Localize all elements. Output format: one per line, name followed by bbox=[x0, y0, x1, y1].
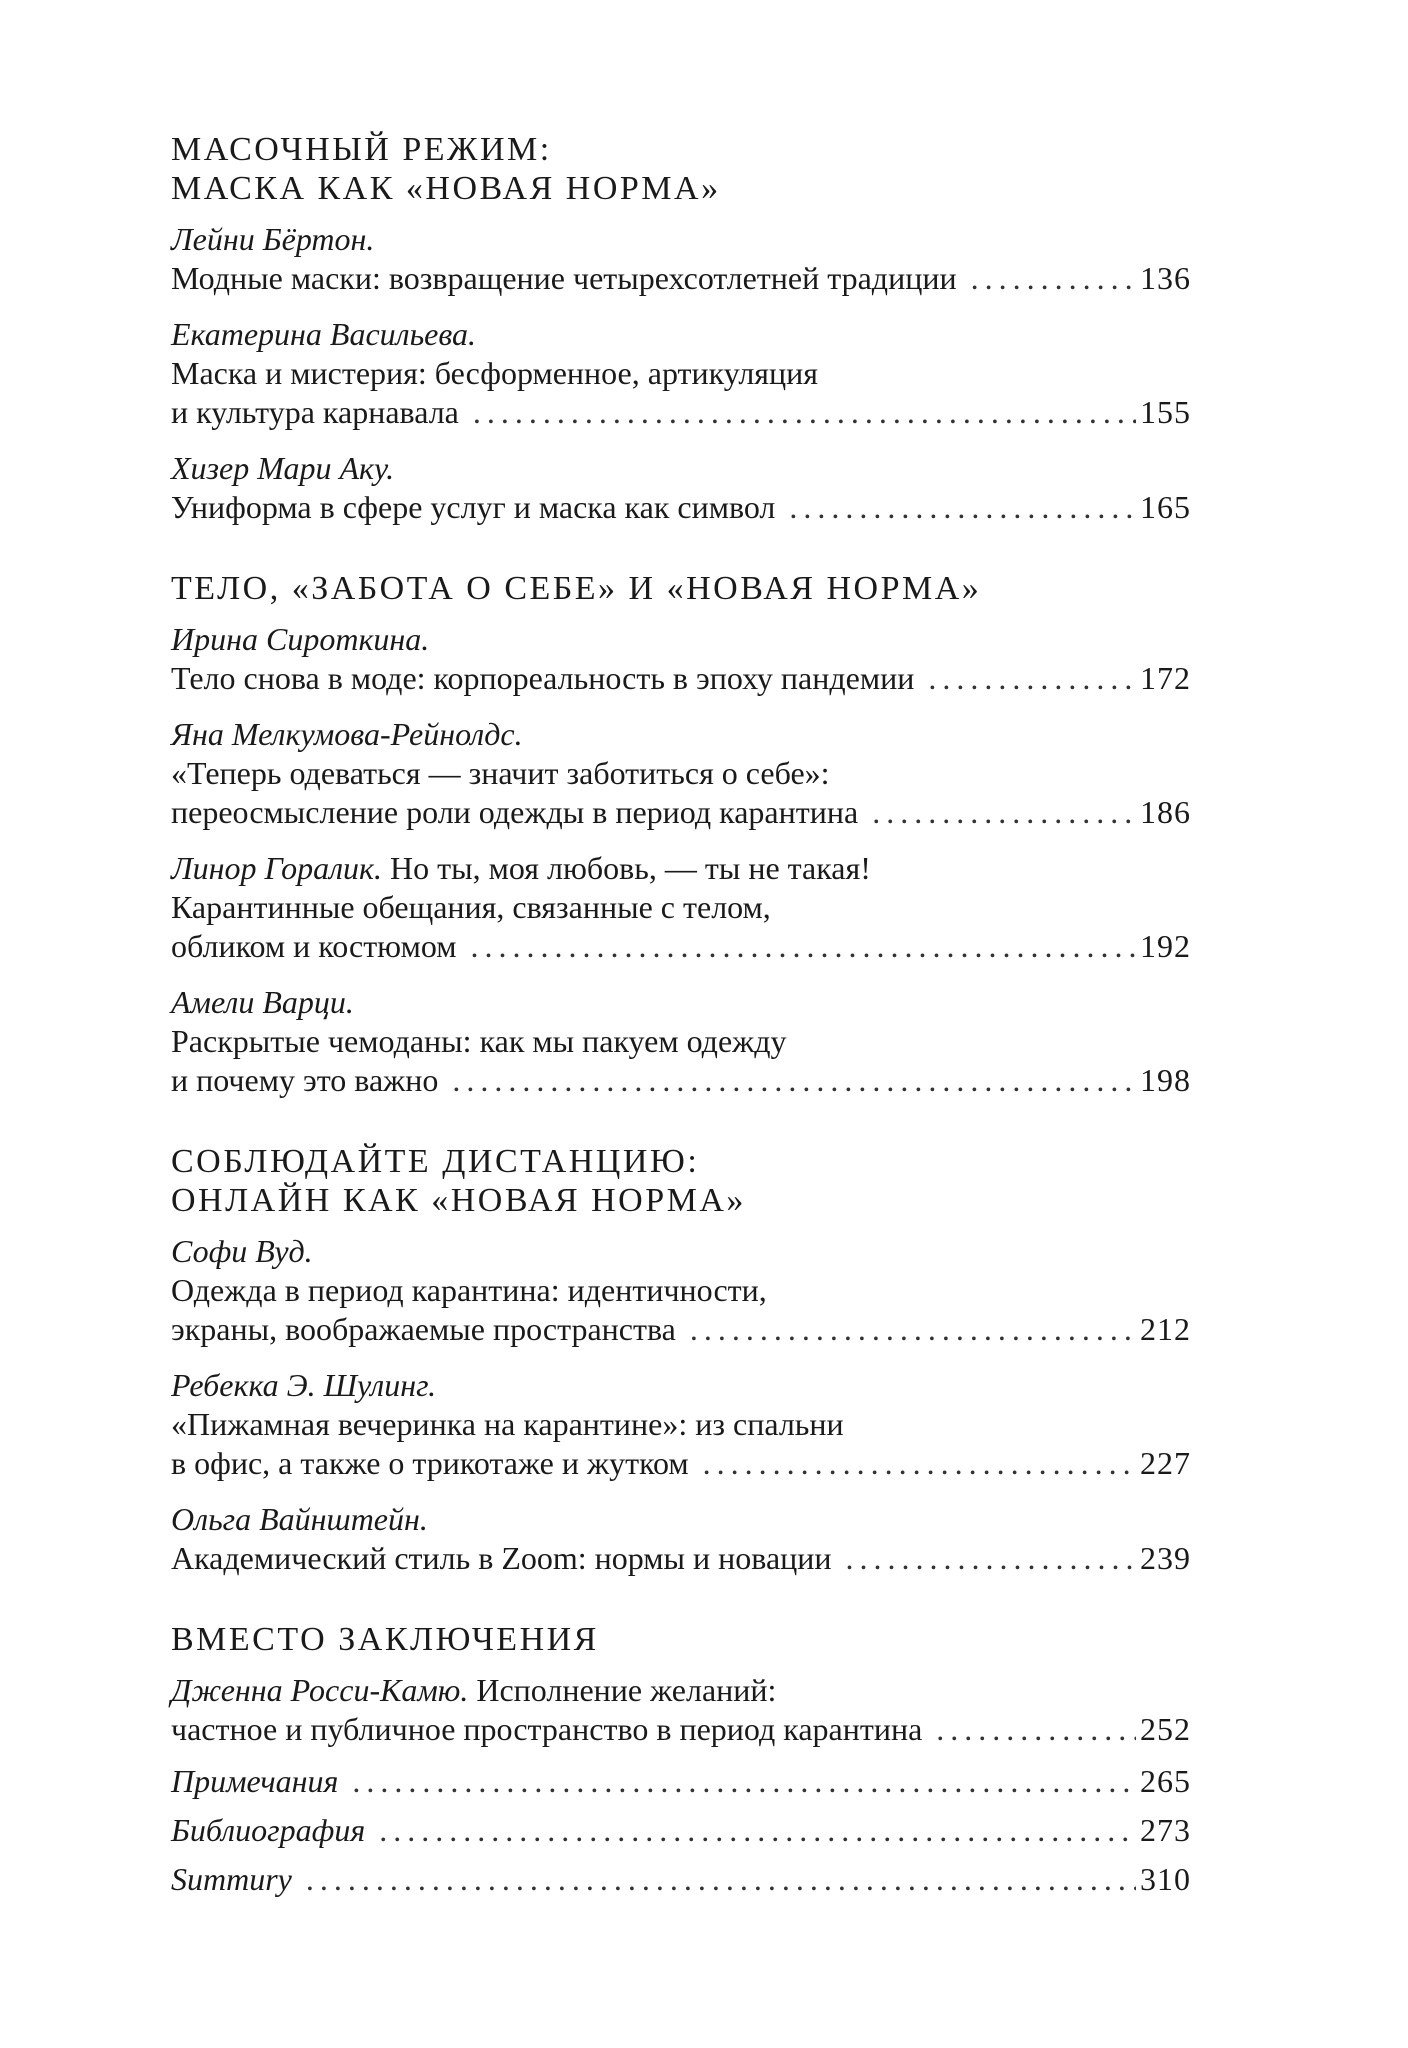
entry-title: в офис, а также о трикотаже и жутком bbox=[171, 1445, 689, 1481]
toc-line bbox=[171, 1061, 1191, 1100]
entry-title: частное и публичное пространство в период карантина bbox=[171, 1711, 923, 1747]
entry-title: переосмысление роли одежды в период карантина bbox=[171, 794, 859, 830]
section-heading bbox=[171, 130, 1191, 208]
page-number: 172 bbox=[1140, 660, 1191, 696]
page-number: 239 bbox=[1140, 1540, 1191, 1576]
author-line bbox=[171, 220, 1191, 259]
author-line bbox=[171, 1671, 1191, 1710]
author-name: Ребекка Э. Шулинг. bbox=[171, 1367, 437, 1403]
dot-leader bbox=[452, 1061, 1136, 1100]
dot-leader bbox=[936, 1710, 1136, 1749]
toc-line bbox=[171, 393, 1191, 432]
section-title-line: ВМЕСТО ЗАКЛЮЧЕНИЯ bbox=[171, 1621, 599, 1658]
toc-entry bbox=[171, 220, 1191, 298]
author-name: Дженна Росси-Камю. bbox=[171, 1672, 469, 1708]
page-number: 310 bbox=[1140, 1861, 1191, 1897]
entry-title: Summury bbox=[171, 1861, 292, 1897]
toc-line bbox=[171, 1710, 1191, 1749]
dot-leader bbox=[306, 1860, 1136, 1899]
page-number: 136 bbox=[1140, 260, 1191, 296]
entry-title: обликом и костюмом bbox=[171, 928, 457, 964]
toc-entry bbox=[171, 715, 1191, 832]
author-name: Хизер Мари Аку. bbox=[171, 450, 395, 486]
entry-title: Модные маски: возвращение четырехсотлетней традиции bbox=[171, 260, 957, 296]
toc-line bbox=[171, 259, 1191, 298]
toc-line bbox=[171, 1860, 1191, 1899]
toc-entry bbox=[171, 449, 1191, 527]
dot-leader bbox=[473, 393, 1136, 432]
toc-entry bbox=[171, 315, 1191, 432]
toc-entry bbox=[171, 1500, 1191, 1578]
entry-title-line: Одежда в период карантина: идентичности, bbox=[171, 1272, 767, 1308]
author-line bbox=[171, 983, 1191, 1022]
author-name: Екатерина Васильева. bbox=[171, 316, 477, 352]
dot-leader bbox=[352, 1762, 1136, 1801]
toc-entry bbox=[171, 1232, 1191, 1349]
toc-entry bbox=[171, 1366, 1191, 1483]
toc-line bbox=[171, 1310, 1191, 1349]
toc-line bbox=[171, 1811, 1191, 1850]
back-matter bbox=[171, 1762, 1191, 1899]
section-title-line: ОНЛАЙН КАК «НОВАЯ НОРМА» bbox=[171, 1182, 746, 1219]
page-number: 252 bbox=[1140, 1711, 1191, 1747]
section-title-line: МАСОЧНЫЙ РЕЖИМ: bbox=[171, 131, 552, 168]
author-name: Ирина Сироткина. bbox=[171, 621, 430, 657]
page-number: 212 bbox=[1140, 1311, 1191, 1347]
toc-section bbox=[171, 130, 1191, 527]
page-number: 186 bbox=[1140, 794, 1191, 830]
author-name: Амели Варци. bbox=[171, 984, 354, 1020]
entry-title: и почему это важно bbox=[171, 1062, 439, 1098]
toc-line bbox=[171, 1762, 1191, 1801]
dot-leader bbox=[690, 1310, 1136, 1349]
entry-title-line: «Пижамная вечеринка на карантине»: из спальни bbox=[171, 1406, 844, 1442]
page-number: 265 bbox=[1140, 1763, 1191, 1799]
dot-leader bbox=[789, 488, 1136, 527]
toc-line bbox=[171, 1444, 1191, 1483]
author-name: Софи Вуд. bbox=[171, 1233, 313, 1269]
section-heading bbox=[171, 1142, 1191, 1220]
section-title-line: ТЕЛО, «ЗАБОТА О СЕБЕ» И «НОВАЯ НОРМА» bbox=[171, 570, 982, 607]
author-name: Лейни Бёртон. bbox=[171, 221, 375, 257]
dot-leader bbox=[872, 793, 1136, 832]
author-line bbox=[171, 1366, 1191, 1405]
page-number: 165 bbox=[1140, 489, 1191, 525]
toc-section bbox=[171, 569, 1191, 1100]
entry-title: Академический стиль в Zoom: нормы и новации bbox=[171, 1540, 832, 1576]
toc-line bbox=[171, 488, 1191, 527]
entry-title: Примечания bbox=[171, 1763, 339, 1799]
entry-title: экраны, воображаемые пространства bbox=[171, 1311, 676, 1347]
entry-title: и культура карнавала bbox=[171, 394, 459, 430]
section-heading bbox=[171, 569, 1191, 608]
entry-title: Униформа в сфере услуг и маска как символ bbox=[171, 489, 776, 525]
page-number: 273 bbox=[1140, 1812, 1191, 1848]
toc-line bbox=[171, 927, 1191, 966]
entry-title: Тело снова в моде: корпореальность в эпоху пандемии bbox=[171, 660, 915, 696]
author-line bbox=[171, 1500, 1191, 1539]
author-name: Линор Горалик. bbox=[171, 850, 383, 886]
section-heading bbox=[171, 1620, 1191, 1659]
author-line bbox=[171, 620, 1191, 659]
dot-leader bbox=[379, 1811, 1136, 1850]
toc-line bbox=[171, 1539, 1191, 1578]
page-number: 198 bbox=[1140, 1062, 1191, 1098]
author-name: Ольга Вайнштейн. bbox=[171, 1501, 428, 1537]
dot-leader bbox=[703, 1444, 1136, 1483]
author-name: Яна Мелкумова-Рейнолдс. bbox=[171, 716, 523, 752]
page-number: 192 bbox=[1140, 928, 1191, 964]
toc-entry bbox=[171, 620, 1191, 698]
entry-title-line: Маска и мистерия: бесформенное, артикуляция bbox=[171, 355, 818, 391]
page-number: 155 bbox=[1140, 394, 1191, 430]
toc-section bbox=[171, 1620, 1191, 1749]
toc-entry bbox=[171, 1671, 1191, 1749]
dot-leader bbox=[971, 259, 1136, 298]
section-title-line: МАСКА КАК «НОВАЯ НОРМА» bbox=[171, 170, 721, 207]
entry-title-line: Карантинные обещания, связанные с телом, bbox=[171, 889, 771, 925]
section-title-line: СОБЛЮДАЙТЕ ДИСТАНЦИЮ: bbox=[171, 1143, 700, 1180]
toc-entry bbox=[171, 983, 1191, 1100]
page-number: 227 bbox=[1140, 1445, 1191, 1481]
author-line bbox=[171, 315, 1191, 354]
entry-title-line: Раскрытые чемоданы: как мы пакуем одежду bbox=[171, 1023, 787, 1059]
dot-leader bbox=[846, 1539, 1136, 1578]
entry-title-line: «Теперь одеваться — значит заботиться о себе»: bbox=[171, 755, 830, 791]
author-line bbox=[171, 1232, 1191, 1271]
entry-title-start: Исполнение желаний: bbox=[468, 1672, 777, 1708]
toc-line bbox=[171, 659, 1191, 698]
toc-entry bbox=[171, 849, 1191, 966]
dot-leader bbox=[471, 927, 1136, 966]
dot-leader bbox=[928, 659, 1136, 698]
table-of-contents bbox=[171, 130, 1191, 1909]
author-line bbox=[171, 849, 1191, 888]
author-line bbox=[171, 449, 1191, 488]
entry-title: Библиография bbox=[171, 1812, 366, 1848]
author-line bbox=[171, 715, 1191, 754]
entry-title-start: Но ты, моя любовь, — ты не такая! bbox=[382, 850, 871, 886]
toc-line bbox=[171, 793, 1191, 832]
toc-section bbox=[171, 1142, 1191, 1578]
